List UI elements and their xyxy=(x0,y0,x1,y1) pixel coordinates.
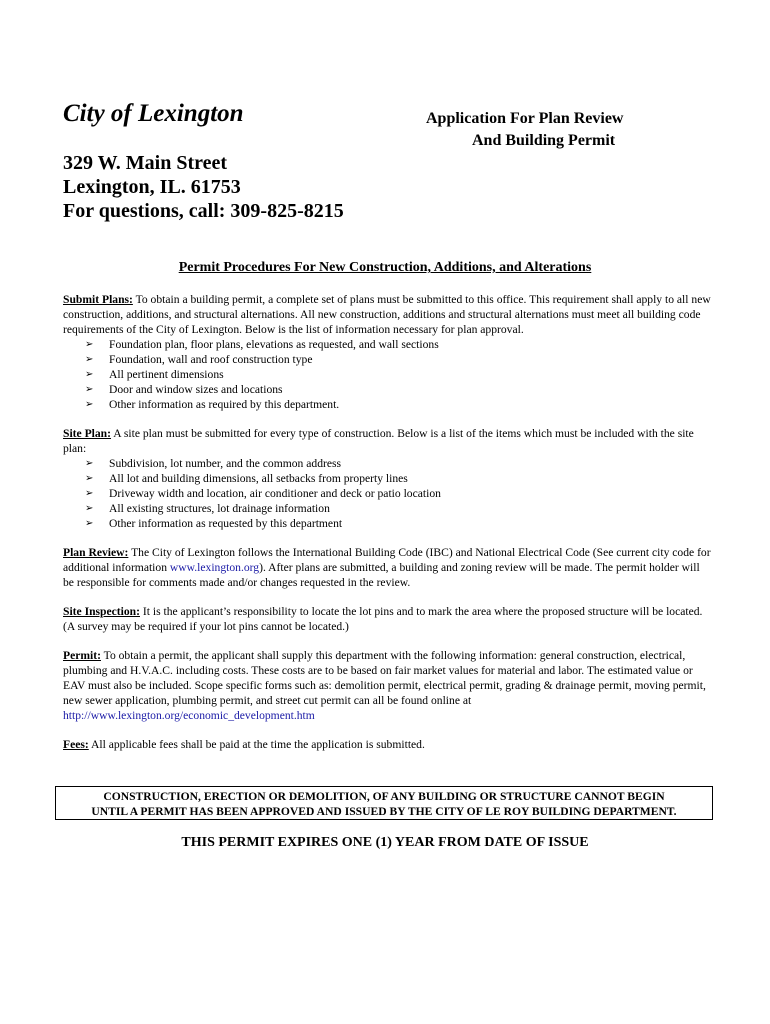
arrowhead-bullet-icon: ➢ xyxy=(85,518,94,529)
fees-paragraph xyxy=(63,737,711,752)
city-state-zip: Lexington, IL. 61753 xyxy=(63,176,241,198)
plan-review-text-end: ). After plans are submitted, a building and zoning review will be made. The permit holder will be responsible for comments made and/or changes requested in the review. xyxy=(63,561,700,589)
permit-notice-box xyxy=(55,786,713,820)
submit-plans-paragraph xyxy=(63,292,711,337)
submit-plans-label: Submit Plans: xyxy=(63,293,133,306)
plan-review-section xyxy=(63,545,711,590)
contact-phone: For questions, call: 309-825-8215 xyxy=(63,200,344,222)
fees-section xyxy=(63,737,711,752)
fees-label: Fees: xyxy=(63,738,89,751)
list-item-text: Driveway width and location, air conditioner and deck or patio location xyxy=(109,487,441,500)
list-item xyxy=(85,471,711,486)
list-item-text: All existing structures, lot drainage information xyxy=(109,502,330,515)
city-name: City of Lexington xyxy=(63,100,244,127)
list-item-text: Door and window sizes and locations xyxy=(109,383,283,396)
list-item xyxy=(85,516,711,531)
list-item xyxy=(85,456,711,471)
site-plan-label: Site Plan: xyxy=(63,427,111,440)
arrowhead-bullet-icon: ➢ xyxy=(85,488,94,499)
arrowhead-bullet-icon: ➢ xyxy=(85,473,94,484)
arrowhead-bullet-icon: ➢ xyxy=(85,458,94,469)
list-item xyxy=(85,382,711,397)
permit-paragraph xyxy=(63,648,711,723)
plan-review-paragraph xyxy=(63,545,711,590)
list-item-text: Foundation, wall and roof construction type xyxy=(109,353,313,366)
procedures-heading: Permit Procedures For New Construction, Additions, and Alterations xyxy=(178,260,592,275)
site-plan-text: A site plan must be submitted for every type of construction. Below is a list of the items which must be included with the site plan: xyxy=(63,427,694,455)
submit-plans-text: To obtain a building permit, a complete set of plans must be submitted to this office. This requirement shall apply to all new construction, additions, and structural alternations. All new construction, additions and structural alternations must meet all building code requirements of the City of Lexington. Below is the list of information necessary for plan approval. xyxy=(63,293,711,336)
arrowhead-bullet-icon: ➢ xyxy=(85,354,94,365)
arrowhead-bullet-icon: ➢ xyxy=(85,384,94,395)
lexington-website-link[interactable]: www.lexington.org xyxy=(169,561,260,574)
list-item-text: Subdivision, lot number, and the common address xyxy=(109,457,342,470)
arrowhead-bullet-icon: ➢ xyxy=(85,399,94,410)
procedures-content xyxy=(63,292,711,766)
submit-plans-section xyxy=(63,292,711,412)
notice-line-2: UNTIL A PERMIT HAS BEEN APPROVED AND ISSUED BY THE CITY OF LE ROY BUILDING DEPARTMENT. xyxy=(91,805,677,818)
notice-line-1: CONSTRUCTION, ERECTION OR DEMOLITION, OF ANY BUILDING OR STRUCTURE CANNOT BEGIN xyxy=(103,790,665,803)
plan-review-label: Plan Review: xyxy=(63,546,129,559)
list-item-text: Foundation plan, floor plans, elevations as requested, and wall sections xyxy=(109,338,439,351)
list-item-text: Other information as required by this department. xyxy=(109,398,340,411)
permit-text: To obtain a permit, the applicant shall supply this department with the following information: general construction, electrical, plumbing and H.V.A.C. including costs. These costs are to be based on fair market values for material and labor. The estimated value or EAV must also be included. Scope specific forms such as: demolition permit, electrical permit, grading & drainage permit, moving permit, new sewer application, plumbing permit, and street cut permit can all be found online at xyxy=(63,649,706,707)
submit-plans-list xyxy=(63,337,711,412)
arrowhead-bullet-icon: ➢ xyxy=(85,369,94,380)
plan-review-text: The City of Lexington follows the International Building Code (IBC) and National Electrical Code (See current city code for additional information xyxy=(63,546,711,574)
arrowhead-bullet-icon: ➢ xyxy=(85,339,94,350)
list-item-text: All lot and building dimensions, all setbacks from property lines xyxy=(109,472,408,485)
site-inspection-paragraph xyxy=(63,604,711,634)
permit-expiration-notice: THIS PERMIT EXPIRES ONE (1) YEAR FROM DATE OF ISSUE xyxy=(181,835,589,850)
address-block xyxy=(63,151,344,223)
list-item xyxy=(85,501,711,516)
site-plan-list xyxy=(63,456,711,531)
street-address: 329 W. Main Street xyxy=(63,152,228,174)
list-item-text: All pertinent dimensions xyxy=(109,368,224,381)
arrowhead-bullet-icon: ➢ xyxy=(85,503,94,514)
permit-section xyxy=(63,648,711,723)
site-plan-section xyxy=(63,426,711,531)
site-inspection-section xyxy=(63,604,711,634)
fees-text: All applicable fees shall be paid at the time the application is submitted. xyxy=(88,738,425,751)
economic-development-link[interactable]: http://www.lexington.org/economic_development.htm xyxy=(63,709,315,722)
application-title-line1: Application For Plan Review xyxy=(426,110,624,127)
site-plan-paragraph xyxy=(63,426,711,456)
list-item xyxy=(85,367,711,382)
application-title-line2: And Building Permit xyxy=(472,132,616,149)
list-item-text: Other information as requested by this department xyxy=(109,517,343,530)
list-item xyxy=(85,397,711,412)
list-item xyxy=(85,486,711,501)
list-item xyxy=(85,352,711,367)
permit-label: Permit: xyxy=(63,649,101,662)
application-title xyxy=(426,108,686,152)
list-item xyxy=(85,337,711,352)
site-inspection-label: Site Inspection: xyxy=(63,605,140,618)
site-inspection-text: It is the applicant’s responsibility to locate the lot pins and to mark the area where the proposed structure will be located. (A survey may be required if your lot pins cannot be located.) xyxy=(63,605,703,633)
